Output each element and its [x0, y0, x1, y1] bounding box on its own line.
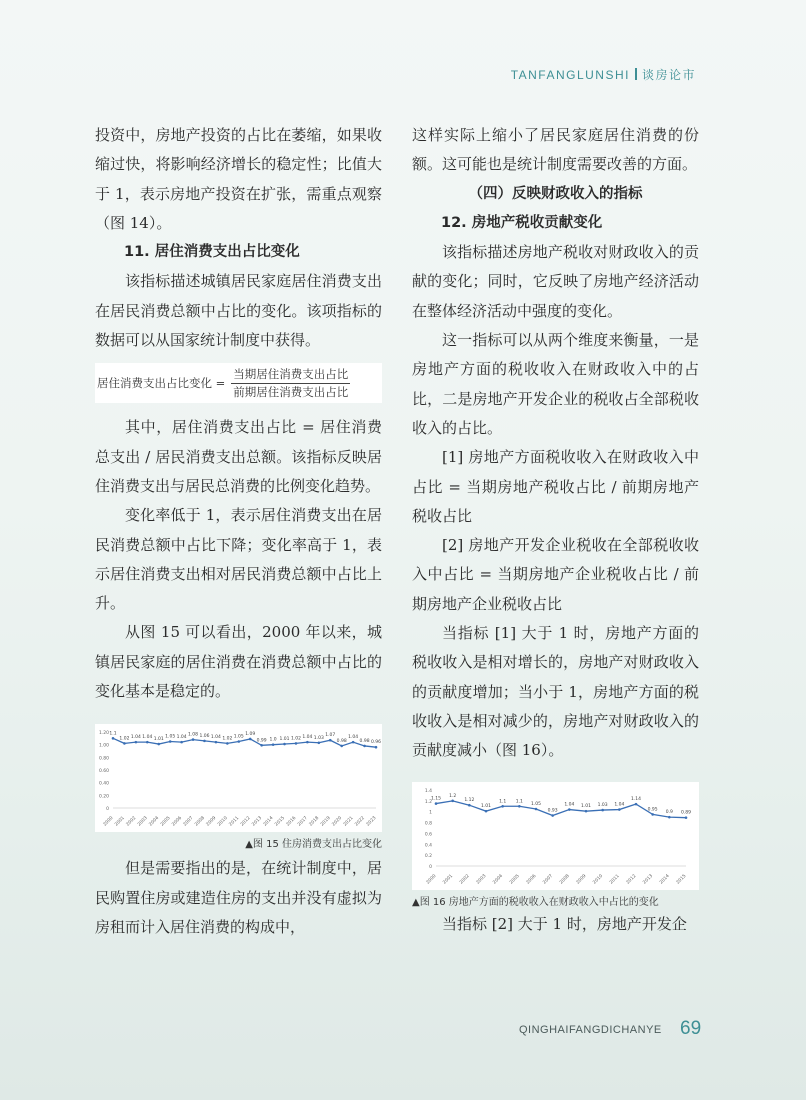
x-tick-label: 2015: [675, 873, 688, 886]
data-label: 1.2: [449, 793, 457, 799]
data-point: [551, 814, 554, 817]
y-tick-label: 0.80: [98, 756, 109, 762]
data-label: 1.1: [499, 798, 507, 804]
data-label: 1.04: [142, 735, 153, 741]
x-tick-label: 2013: [251, 816, 264, 828]
x-tick-label: 2000: [102, 816, 115, 828]
data-label: 1.01: [279, 737, 290, 743]
right-paragraph-3: 这一指标可以从两个维度来衡量，一是房地产方面的税收收入在财政收入中的占比，二是房地产开发企业的税收占全部税收收入的占比。: [412, 331, 699, 437]
page-number: 69: [680, 1018, 702, 1039]
figure-16-chart: [412, 782, 699, 890]
y-tick-label: 1: [429, 810, 432, 816]
left-paragraph-6: 但是需要指出的是，在统计制度中，居民购置住房或建造住房的支出并没有虚拟为房租而计入居住消费的构成中，: [95, 859, 382, 936]
y-tick-label: 0.8: [424, 821, 432, 827]
right-paragraph-6: 当指标 [1] 大于 1 时，房地产方面的税收收入是相对增长的，房地产对财政收入的贡献度增加；当小于 1，房地产方面的税收收入是相对减少的，房地产对财政收入的贡献度减小（图 16）。: [412, 624, 699, 760]
data-point: [618, 808, 621, 811]
data-point: [435, 802, 438, 805]
data-label: 0.9: [665, 809, 673, 815]
data-label: 1.12: [464, 797, 475, 803]
data-point: [295, 742, 298, 745]
data-label: 1.01: [580, 803, 592, 809]
x-tick-label: 2000: [425, 873, 438, 886]
data-point: [237, 741, 240, 744]
x-tick-label: 2012: [625, 873, 638, 886]
data-label: 1.04: [176, 735, 187, 741]
data-label: 1.04: [302, 735, 313, 741]
data-point: [518, 805, 521, 808]
data-point: [601, 808, 604, 811]
y-tick-label: 1.2: [424, 799, 432, 805]
data-point: [260, 744, 263, 747]
data-point: [668, 815, 671, 818]
y-tick-label: 0: [429, 864, 432, 870]
x-tick-label: 2014: [262, 816, 275, 828]
x-tick-label: 2005: [509, 873, 521, 886]
data-point: [192, 739, 195, 742]
left-paragraph-1: 投资中，房地产投资的占比在萎缩，如果收缩过快，将影响经济增长的稳定性；比值大于 1，表示房地产投资在扩张，需重点观察（图 14）。: [95, 126, 382, 232]
x-tick-label: 2008: [559, 873, 571, 886]
data-label: 1.15: [430, 796, 442, 802]
x-tick-label: 2001: [442, 873, 455, 886]
x-tick-label: 2005: [159, 816, 172, 828]
formula-box: [95, 363, 382, 403]
data-point: [112, 737, 115, 740]
right-paragraph-7: 当指标 [2] 大于 1 时，房地产开发企: [442, 914, 687, 933]
data-label: 0.98: [359, 739, 370, 745]
data-label: 1.02: [290, 736, 301, 742]
data-label: 1.07: [325, 733, 336, 739]
data-point: [318, 742, 321, 745]
data-label: 1.05: [530, 801, 542, 807]
y-tick-label: 1.4: [424, 788, 432, 794]
data-label: 1.04: [564, 802, 575, 808]
left-paragraph-3: 其中，居住消费支出占比 = 居住消费总支出 / 居民消费支出总额。该指标反映居住消费支出与居民总消费的比例变化趋势。: [95, 418, 382, 495]
data-point: [215, 741, 218, 744]
data-label: 1.02: [222, 736, 233, 742]
data-point: [685, 816, 688, 819]
right-paragraph-4: [1] 房地产方面税收收入在财政收入中占比 = 当期房地产税收占比 / 前期房地产税收占比: [412, 448, 699, 525]
x-tick-label: 2010: [217, 816, 229, 828]
data-point: [146, 741, 149, 744]
x-tick-label: 2022: [354, 816, 366, 828]
data-point: [352, 741, 355, 744]
x-tick-label: 2015: [274, 816, 286, 828]
data-label: 1.03: [313, 736, 324, 742]
left-column: [95, 121, 382, 942]
x-tick-label: 2014: [659, 873, 671, 886]
x-tick-label: 2017: [297, 816, 309, 828]
data-point: [306, 741, 309, 744]
data-point: [249, 738, 252, 741]
data-label: 1.09: [245, 732, 256, 738]
x-tick-label: 2010: [592, 873, 605, 886]
x-tick-label: 2018: [308, 816, 321, 828]
data-label: 0.96: [370, 740, 382, 746]
data-point: [169, 741, 172, 744]
left-paragraph-5: 从图 15 可以看出，2000 年以来，城镇居民家庭的居住消费在消费总额中占比的变化基本是稳定的。: [95, 623, 382, 701]
data-label: 1.04: [348, 735, 359, 741]
data-label: 1.14: [630, 796, 642, 802]
header-chinese: 谈房论市: [641, 68, 696, 82]
data-label: 1.04: [614, 802, 625, 808]
y-tick-label: 0.6: [424, 831, 432, 837]
x-tick-label: 2012: [239, 816, 252, 828]
data-point: [272, 744, 275, 747]
data-point: [651, 813, 654, 816]
data-label: 1.0: [269, 738, 277, 744]
y-tick-label: 0.2: [424, 853, 432, 859]
figure-15-caption: ▲图 15 住房消费支出占比变化: [245, 839, 382, 851]
x-tick-label: 2004: [148, 816, 161, 828]
data-point: [375, 746, 378, 749]
data-point: [135, 741, 138, 744]
data-label: 1.06: [199, 734, 210, 740]
x-tick-label: 2004: [492, 873, 505, 886]
section-heading-4: （四）反映财政收入的指标: [468, 185, 643, 202]
figure-16-svg: [412, 782, 699, 890]
x-tick-label: 2016: [285, 816, 298, 828]
data-point: [203, 740, 206, 743]
data-label: 1.04: [130, 735, 141, 741]
right-column: [412, 121, 699, 939]
data-label: 1.05: [233, 734, 244, 740]
right-paragraph-5: [2] 房地产开发企业税收在全部税收收入中占比 = 当期房地产企业税收占比 / 前期房地产企业税收占比: [412, 536, 699, 613]
y-tick-label: 0.20: [98, 794, 109, 800]
left-paragraph-4: 变化率低于 1，表示居住消费支出在居民消费总额中占比下降；变化率高于 1，表示居住消费支出相对居民消费总额中占比上升。: [95, 506, 382, 613]
figure-15-svg: [95, 724, 382, 832]
formula-fraction: [231, 366, 350, 401]
data-point: [635, 802, 638, 805]
header-english: TANFANGLUNSHI: [510, 68, 630, 82]
data-label: 0.89: [680, 810, 692, 816]
running-header: [511, 66, 696, 83]
x-tick-label: 2006: [525, 873, 538, 886]
footer-magazine-name: QINGHAIFANGDICHANYE: [519, 1024, 662, 1036]
x-tick-label: 2007: [182, 816, 195, 828]
x-tick-label: 2002: [125, 816, 138, 828]
x-tick-label: 2019: [320, 816, 332, 828]
data-point: [585, 809, 588, 812]
x-tick-label: 2011: [228, 816, 241, 828]
data-point: [340, 745, 343, 748]
data-label: 1.05: [165, 734, 176, 740]
header-divider: [635, 68, 637, 80]
y-tick-label: 1.20: [98, 731, 109, 737]
figure-16-caption: ▲图 16 房地产方面的税收收入在财政收入中占比的变化: [412, 896, 659, 908]
data-label: 0.99: [256, 738, 267, 744]
y-tick-label: 0.60: [98, 769, 109, 775]
y-tick-label: 1.00: [98, 744, 109, 750]
data-label: 0.93: [547, 808, 558, 814]
x-tick-label: 2021: [342, 816, 355, 828]
data-point: [123, 742, 126, 745]
x-tick-label: 2013: [642, 873, 655, 886]
data-point: [283, 743, 286, 746]
x-tick-label: 2006: [171, 816, 184, 828]
data-label: 1.08: [188, 732, 199, 738]
formula-denominator: 前期居住消费支出占比: [233, 384, 349, 399]
data-point: [501, 805, 504, 808]
right-paragraph-2: 该指标描述房地产税收对财政收入的贡献的变化；同时，它反映了房地产经济活动在整体经济活动中强度的变化。: [412, 243, 699, 320]
data-point: [485, 809, 488, 812]
x-tick-label: 2003: [475, 873, 488, 886]
data-label: 1.04: [210, 735, 221, 741]
x-tick-label: 2008: [194, 816, 206, 828]
left-paragraph-2: 该指标描述城镇居民家庭居住消费支出在居民消费总额中占比的变化。该项指标的数据可以从国家统计制度中获得。: [95, 272, 382, 350]
x-tick-label: 2020: [331, 816, 344, 828]
x-tick-label: 2001: [114, 816, 126, 828]
x-tick-label: 2023: [365, 816, 378, 828]
data-point: [363, 745, 366, 748]
data-label: 1.1: [109, 731, 117, 737]
data-point: [535, 807, 538, 810]
data-point: [468, 803, 471, 806]
formula-lhs: 居住消费支出占比变化 =: [97, 375, 226, 390]
x-tick-label: 2009: [205, 816, 218, 828]
y-tick-label: 0: [106, 807, 109, 813]
data-point: [568, 808, 571, 811]
section-heading-12: 12. 房地产税收贡献变化: [441, 214, 603, 231]
data-label: 0.98: [336, 739, 347, 745]
data-point: [329, 739, 332, 742]
y-tick-label: 0.40: [98, 782, 109, 788]
data-point: [451, 799, 454, 802]
data-point: [226, 742, 229, 745]
data-label: 0.95: [647, 806, 658, 812]
figure-15-chart: [95, 724, 382, 832]
x-tick-label: 2007: [542, 873, 555, 886]
x-tick-label: 2002: [459, 873, 471, 886]
formula-numerator: 当期居住消费支出占比: [231, 366, 350, 384]
x-tick-label: 2009: [575, 873, 588, 886]
x-tick-label: 2003: [137, 816, 149, 828]
data-label: 1.03: [597, 802, 608, 808]
y-tick-label: 0.4: [424, 842, 432, 848]
data-label: 1.1: [515, 798, 523, 804]
x-tick-label: 2011: [609, 873, 621, 886]
data-label: 1.02: [119, 736, 130, 742]
data-label: 1.01: [480, 803, 492, 809]
right-paragraph-1: 这样实际上缩小了居民家庭居住消费的份额。这可能也是统计制度需要改善的方面。: [412, 126, 699, 174]
section-heading-11: 11. 居住消费支出占比变化: [124, 244, 300, 261]
data-point: [180, 741, 183, 744]
data-label: 1.01: [153, 737, 164, 743]
data-point: [157, 743, 160, 746]
